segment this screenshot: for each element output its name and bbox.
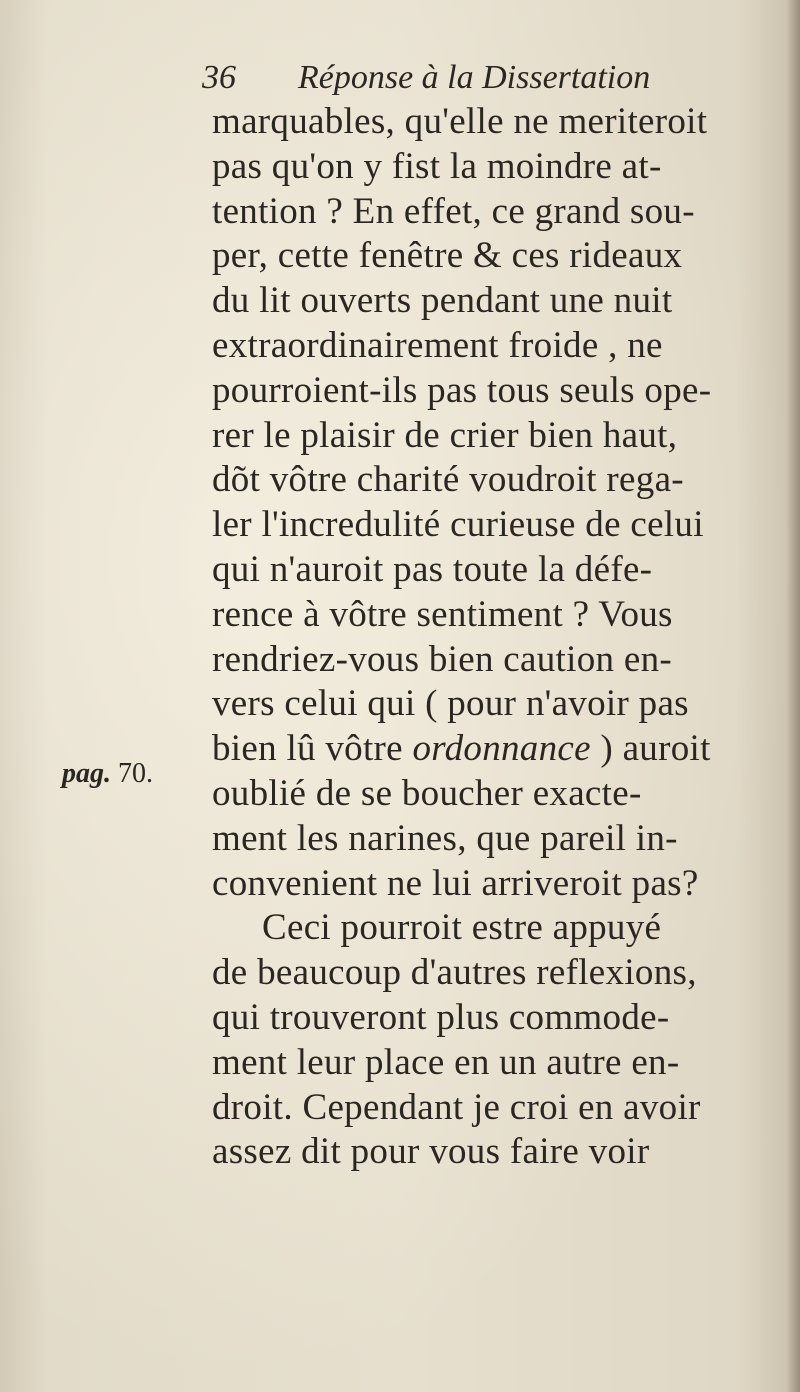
text-line: rendriez-vous bien caution en- [212, 638, 673, 680]
text-line: ment leur place en un autre en- [212, 1041, 680, 1083]
margin-reference-number: 70. [118, 758, 153, 789]
text-line: extraordinairement froide , ne [212, 324, 663, 366]
text-line: qui n'auroit pas toute la défe- [212, 548, 653, 590]
text-line: dõt vôtre charité voudroit rega- [212, 459, 684, 501]
text-line: marquables, qu'elle ne meriteroit [212, 101, 708, 142]
text-line: vers celui qui ( pour n'avoir pas [212, 683, 689, 725]
margin-reference [62, 752, 202, 796]
paragraph-start-line: Ceci pourroit estre appuyé [262, 907, 662, 949]
text-line: rer le plaisir de crier bien haut, [212, 414, 678, 456]
text-line: pas qu'on y fist la moindre at- [212, 145, 662, 187]
text-line: pourroient-ils pas tous seuls ope- [212, 369, 712, 411]
running-title: Réponse à la Dissertation [298, 59, 651, 96]
text-line: tention ? En effet, ce grand sou- [212, 190, 695, 232]
body-text [212, 100, 792, 1175]
text-line: ler l'incredulité curieuse de celui [212, 504, 704, 546]
text-line: du lit ouverts pendant une nuit [212, 280, 673, 322]
running-header [202, 56, 762, 100]
text-line: droit. Cependant je croi en avoir [212, 1086, 701, 1128]
text-line: oublié de se boucher exacte- [212, 772, 642, 814]
text-line: assez dit pour vous faire voir [212, 1131, 650, 1173]
text-span: ) auroit [590, 728, 711, 770]
text-line: convenient ne lui arriveroit pas? [212, 862, 699, 904]
text-line: per, cette fenêtre & ces rideaux [212, 235, 683, 277]
text-line [212, 727, 792, 772]
page-number: 36 [202, 59, 236, 96]
text-line: ment les narines, que pareil in- [212, 817, 678, 859]
text-line: qui trouveront plus commode- [212, 996, 670, 1038]
text-span: bien lû vôtre [212, 728, 413, 770]
italic-term: ordonnance [412, 728, 591, 770]
text-line: rence à vôtre sentiment ? Vous [212, 593, 673, 635]
text-line: de beaucoup d'autres reflexions, [212, 952, 697, 994]
margin-reference-abbr: pag. [62, 758, 111, 789]
